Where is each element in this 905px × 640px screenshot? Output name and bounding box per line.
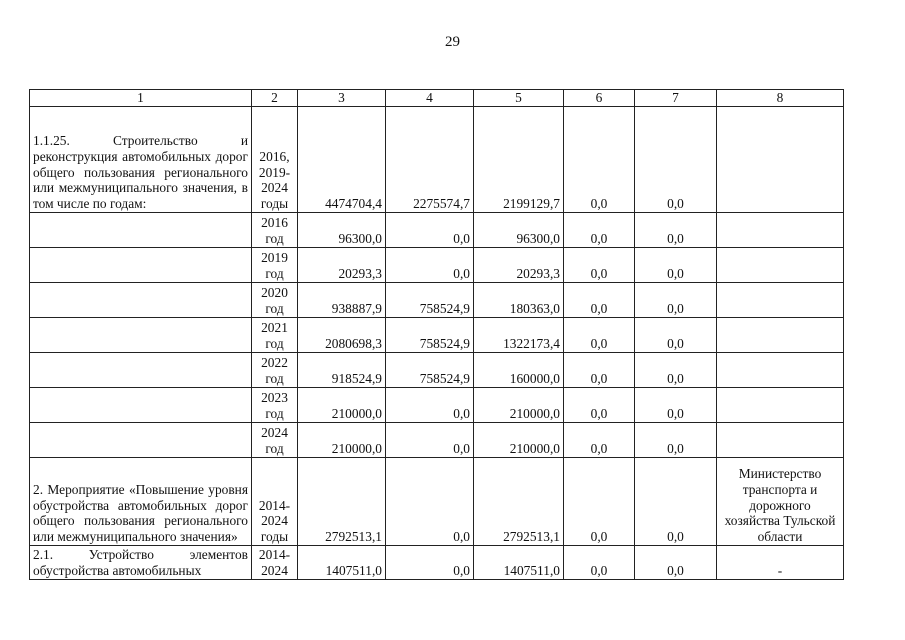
amount-col6: 0,0 [564, 213, 635, 248]
amount-col5: 2792513,1 [474, 458, 564, 546]
amount-col6: 0,0 [564, 248, 635, 283]
activity-description [30, 353, 252, 388]
column-header: 5 [474, 90, 564, 107]
amount-col7: 0,0 [635, 213, 717, 248]
responsible-cell [717, 423, 844, 458]
table-row-measure-2 [30, 458, 844, 546]
period-cell: 2016 год [252, 213, 298, 248]
activity-description [30, 423, 252, 458]
amount-col5: 2199129,7 [474, 107, 564, 213]
table-row-year [30, 213, 844, 248]
activity-description [30, 213, 252, 248]
period-cell: 2020 год [252, 283, 298, 318]
amount-total: 96300,0 [298, 213, 386, 248]
table-row-year [30, 318, 844, 353]
amount-col7: 0,0 [635, 353, 717, 388]
amount-col4: 0,0 [386, 546, 474, 580]
amount-col7: 0,0 [635, 423, 717, 458]
responsible-cell [717, 107, 844, 213]
amount-col7: 0,0 [635, 107, 717, 213]
responsible-cell [717, 283, 844, 318]
amount-total: 938887,9 [298, 283, 386, 318]
amount-col7: 0,0 [635, 546, 717, 580]
amount-col7: 0,0 [635, 248, 717, 283]
amount-col7: 0,0 [635, 388, 717, 423]
activity-description [30, 283, 252, 318]
column-header: 6 [564, 90, 635, 107]
column-header: 4 [386, 90, 474, 107]
responsible-cell [717, 213, 844, 248]
responsible-cell [717, 388, 844, 423]
column-header: 7 [635, 90, 717, 107]
amount-col4: 758524,9 [386, 318, 474, 353]
amount-col7: 0,0 [635, 318, 717, 353]
page-number: 29 [445, 34, 460, 50]
amount-col5: 160000,0 [474, 353, 564, 388]
period-cell: 2014- 2024 [252, 546, 298, 580]
amount-col6: 0,0 [564, 318, 635, 353]
activity-description: 1.1.25. Строительство и реконструкция автомобильных дорог общего пользования регионального или межмуниципального значения, в том числе по годам: [30, 107, 252, 213]
activity-description [30, 318, 252, 353]
period-cell: 2023 год [252, 388, 298, 423]
amount-col4: 0,0 [386, 458, 474, 546]
responsible-cell [717, 353, 844, 388]
responsible-cell [717, 318, 844, 353]
table-row-year [30, 423, 844, 458]
amount-col6: 0,0 [564, 546, 635, 580]
amount-col5: 96300,0 [474, 213, 564, 248]
amount-total: 20293,3 [298, 248, 386, 283]
amount-col5: 210000,0 [474, 423, 564, 458]
amount-col4: 0,0 [386, 388, 474, 423]
amount-col7: 0,0 [635, 458, 717, 546]
responsible-cell: - [717, 546, 844, 580]
amount-col5: 20293,3 [474, 248, 564, 283]
table-row-year [30, 388, 844, 423]
column-header: 8 [717, 90, 844, 107]
amount-col5: 180363,0 [474, 283, 564, 318]
column-header: 2 [252, 90, 298, 107]
amount-col6: 0,0 [564, 107, 635, 213]
amount-col5: 1407511,0 [474, 546, 564, 580]
table-row-year [30, 248, 844, 283]
responsible-cell: Министерство транспорта и дорожного хозяйства Тульской области [717, 458, 844, 546]
period-cell: 2014- 2024 годы [252, 458, 298, 546]
period-cell: 2022 год [252, 353, 298, 388]
table-row-year [30, 283, 844, 318]
amount-total: 210000,0 [298, 388, 386, 423]
amount-col4: 758524,9 [386, 353, 474, 388]
activity-description [30, 248, 252, 283]
period-cell: 2016, 2019- 2024 годы [252, 107, 298, 213]
period-cell: 2019 год [252, 248, 298, 283]
column-number-row [30, 90, 844, 107]
amount-col4: 758524,9 [386, 283, 474, 318]
activity-description: 2.1. Устройство элементов обустройства автомобильных [30, 546, 252, 580]
period-cell: 2021 год [252, 318, 298, 353]
amount-col6: 0,0 [564, 423, 635, 458]
amount-col4: 0,0 [386, 213, 474, 248]
table-row-2-1 [30, 546, 844, 580]
amount-col4: 2275574,7 [386, 107, 474, 213]
amount-total: 1407511,0 [298, 546, 386, 580]
amount-total: 4474704,4 [298, 107, 386, 213]
activity-description: 2. Мероприятие «Повышение уровня обустройства автомобильных дорог общего пользования регионального или межмуниципального значения» [30, 458, 252, 546]
amount-total: 2792513,1 [298, 458, 386, 546]
activity-description [30, 388, 252, 423]
amount-col4: 0,0 [386, 248, 474, 283]
responsible-cell [717, 248, 844, 283]
amount-col5: 1322173,4 [474, 318, 564, 353]
amount-col6: 0,0 [564, 353, 635, 388]
period-cell: 2024 год [252, 423, 298, 458]
column-header: 1 [30, 90, 252, 107]
amount-total: 210000,0 [298, 423, 386, 458]
amount-col5: 210000,0 [474, 388, 564, 423]
amount-col6: 0,0 [564, 458, 635, 546]
amount-col4: 0,0 [386, 423, 474, 458]
table-row-year [30, 353, 844, 388]
funding-table [29, 89, 844, 580]
amount-col6: 0,0 [564, 283, 635, 318]
column-header: 3 [298, 90, 386, 107]
amount-col7: 0,0 [635, 283, 717, 318]
amount-total: 2080698,3 [298, 318, 386, 353]
table-row-1-1-25 [30, 107, 844, 213]
amount-total: 918524,9 [298, 353, 386, 388]
amount-col6: 0,0 [564, 388, 635, 423]
